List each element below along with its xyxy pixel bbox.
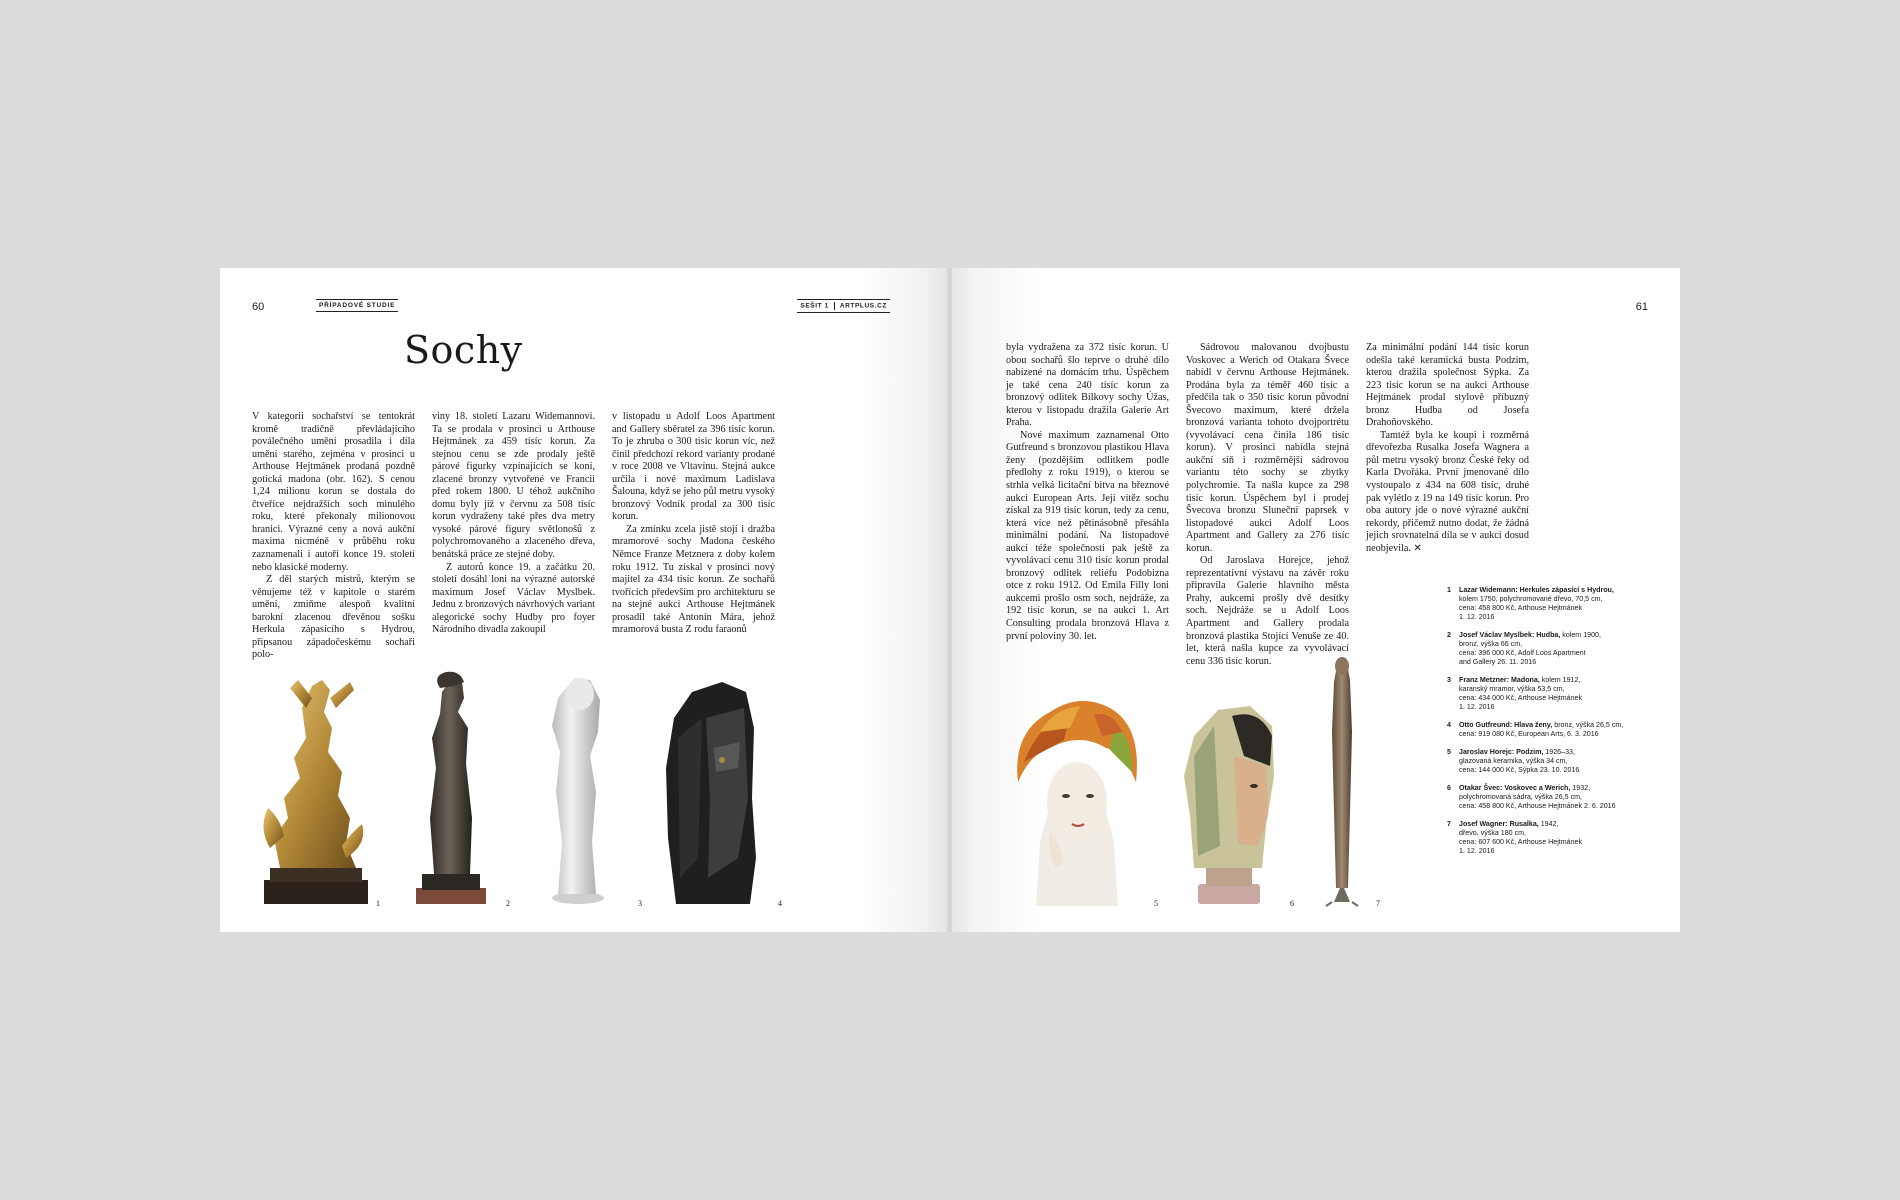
paragraph: V kategorii sochařství se tentokrát kromě tradičně převládajícího poválečného umění prosadila i díla umění starého, zejména v prosinci u Arthouse Hejtmánek prodaná pozdně gotická madona (obr. 162). S cenou 1,24 milionu korun se dostala do čtveřice nejdražších soch minulého roku, které překonaly milionovou hranici. Výrazné ceny a nová aukční maxima nicméně v průběhu roku zaznamenali i autoři konce 19. století nebo klasické moderny. bbox=[252, 411, 415, 573]
paragraph: Za zmínku zcela jistě stojí i dražba mramorové sochy Madona českého Němce Franze Metznera z doby kolem roku 1912. Tu získal v prosinci nový majitel za 434 tisíc korun. Ze sochařů tvořících především pro architekturu se na stejné aukci Arthouse Hejtmánek prosadil také Antonín Mára, jehož mramorová busta Z rodu faraonů bbox=[612, 523, 775, 636]
text-column-2 bbox=[432, 411, 595, 637]
caption-item: 6 Otakar Švec: Voskovec a Werich, 1932, polychromovaná sádra, výška 26,5 cm, cena: 458 800 Kč, Arthouse Hejtmánek 2. 6. 2016 bbox=[1447, 784, 1616, 810]
site-label: ARTPLUS.CZ bbox=[839, 302, 887, 310]
paragraph: Sádrovou malovanou dvojbustu Voskovec a Werich od Otakara Švece nabídl v červnu Arthouse Hejtmánek. Prodána byla za téměř 460 tisíc a předčila tak o 350 tisíc korun původní Švecovo maximum, které držela bronzová varianta tohoto dvojportrétu (vyvolávací cena činila 186 tisíc korun). V prosinci nabídla stejná aukční síň i rozměrnější sádrovou variantu této sochy se zbytky polychromie. Ta našla kupce za 298 tisíc korun. Úspěchem byl i prodej Švecova bronzu Sluneční paprsek v listopadové aukci Adolf Loos Apartment and Gallery za 276 tisíc korun. bbox=[1186, 342, 1349, 554]
left-page bbox=[220, 268, 948, 932]
figure-number: 5 bbox=[1154, 899, 1158, 908]
text-column-2 bbox=[1186, 342, 1349, 668]
figure-voskovec-werich-image bbox=[1174, 696, 1284, 908]
page-number: 60 bbox=[252, 301, 265, 313]
page-number: 61 bbox=[1635, 301, 1648, 313]
figure-hlava-zeny-image bbox=[658, 678, 762, 908]
figure-rusalka-image bbox=[1310, 652, 1374, 908]
caption-item: 4 Otto Gutfreund: Hlava ženy, bronz, výška 26,5 cm, cena: 919 080 Kč, European Arts, 6. 3. 2016 bbox=[1447, 721, 1624, 738]
caption-item: 7 Josef Wagner: Rusalka, 1942, dřevo, výška 180 cm, cena: 607 600 Kč, Arthouse Hejtmánek 1. 12. 2016 bbox=[1447, 820, 1583, 855]
paragraph: Nové maximum zaznamenal Otto Gutfreund s bronzovou plastikou Hlava ženy (pozdějším odlitkem podle předlohy z roku 1919), o kterou se strhla velká licitační bitva na březnové aukci European Arts. Její vítěz sochu získal za 919 tisíc korun, tedy za cenu, která více než pětinásobně přesáhla minimální podání. Na listopadové aukci téže společnosti pak ještě za vyvolávací cenu 310 tisíc korun prodal bronzový odlitek reliéfu Podobizna otce z roku 1912. Od Emila Filly loni aukcemi prošlo osm soch, nejdráže, za 192 tisíc korun, se na aukci 1. Art Consulting prodala bronzová Hlava z první poloviny 30. let. bbox=[1006, 429, 1169, 642]
figure-number: 4 bbox=[778, 899, 782, 908]
figure-madona-image bbox=[536, 672, 620, 906]
paragraph: Za minimální podání 144 tisíc korun odešla také keramická busta Podzim, kterou dražila společnost Sýpka. Za 223 tisíc korun se na aukci Arthouse Hejtmánek prodal stylově příbuzný bronz Hudba od Josefa Drahoňovského. bbox=[1366, 342, 1529, 429]
paragraph: Z autorů konce 19. a začátku 20. století dosáhl loni na výrazné autorské maximum Josef Václav Myslbek. Jednu z bronzových návrhových variant alegorické sochy Hudby pro foyer Národního divadla zakoupil bbox=[432, 561, 595, 636]
paragraph: Z děl starých mistrů, kterým se věnujeme též v kapitole o starém umění, zmiňme alespoň kvalitní barokní zlacenou dřevěnou sošku Herkula zápasícího s Hydrou, připsanou západočeskému sochaři polo- bbox=[252, 574, 415, 661]
right-page bbox=[952, 268, 1680, 932]
figure-number: 6 bbox=[1290, 899, 1294, 908]
figure-hudba-image bbox=[406, 668, 496, 908]
magazine-spread bbox=[220, 268, 1680, 932]
figure-number: 2 bbox=[506, 899, 510, 908]
text-column-3 bbox=[1366, 342, 1529, 555]
figure-number: 3 bbox=[638, 899, 642, 908]
figure-number: 7 bbox=[1376, 899, 1380, 908]
text-column-3 bbox=[612, 411, 775, 637]
caption-list bbox=[1447, 586, 1627, 865]
paragraph: v listopadu u Adolf Loos Apartment and Gallery sběratel za 396 tisíc korun. To je zhruba o 300 tisíc korun víc, než činil předchozí rekord varianty prodané v roce 2008 ve Vltavínu. Stejná aukce určila i nové maximum Ladislava Šalouna, když se jeho půl metru vysoký bronzový Vodník prodal za 300 tisíc korun. bbox=[612, 411, 775, 523]
paragraph: viny 18. století Lazaru Widemannovi. Ta se prodala v prosinci u Arthouse Hejtmánek za 459 tisíc korun. Za stejnou cenu se zde prodaly ještě párové figurky vzpínajících se koní, zlacené bronzy vytvořené ve Francii před rokem 1800. U téhož aukčního domu byly již v červnu za 508 tisíc korun vydraženy také přes dva metry vysoké párové figury světlonošů z polychromovaného a zlaceného dřeva, benátská práce ze stejné doby. bbox=[432, 411, 595, 561]
issue-tag bbox=[797, 299, 890, 313]
paragraph: Tamtéž byla ke koupi i rozměrná dřevořezba Rusalka Josefa Wagnera a půl metru vysoký bronz České řeky od Karla Dvořáka. První jmenované dílo vystoupalo z 434 na 608 tisíc, druhé pak vylétlo z 19 na 149 tisíc korun. Pro oba autory jde o nové výrazné aukční rekordy, přičemž nutno dodat, že žádná jejich srovnatelná díla se v aukci dosud neobjevila. ✕ bbox=[1366, 429, 1529, 554]
paragraph: Od Jaroslava Horejce, jehož reprezentativní výstavu na závěr roku připravila Galerie hlavního města Prahy, aukcemi prošly dvě desítky soch. Nejdráže se u Adolf Loos Apartment and Gallery prodala bronzová plastika Stojící Venuše ze 40. let, která našla kupce za vyvolávací cenu 336 tisíc korun. bbox=[1186, 555, 1349, 667]
caption-item: 2 Josef Václav Myslbek: Hudba, kolem 1900, bronz, výška 66 cm, cena: 396 000 Kč, Adolf Loos Apartment and Gallery 26. 11. 2016 bbox=[1447, 631, 1601, 666]
page-title: Sochy bbox=[404, 328, 523, 372]
figure-hercules-image bbox=[250, 668, 382, 908]
text-column-1 bbox=[1006, 342, 1169, 643]
issue-label: SEŠIT 1 bbox=[800, 302, 829, 310]
figure-podzim-image bbox=[1010, 692, 1144, 908]
paragraph: byla vydražena za 372 tisíc korun. U obou sochařů šlo teprve o druhé dílo nabízené na domácím trhu. Úspěchem je také cena 240 tisíc korun za bronzový odlitek Bílkovy sochy Úžas, kterou v listopadu dražila Galerie Art Praha. bbox=[1006, 342, 1169, 429]
caption-item: 3 Franz Metzner: Madona, kolem 1912, karanský mramor, výška 53,5 cm, cena: 434 000 Kč, Arthouse Hejtmánek 1. 12. 2016 bbox=[1447, 676, 1583, 711]
caption-item: 5 Jaroslav Horejc: Podzim, 1926–33, glazovaná keramika, výška 34 cm, cena: 144 000 Kč, Sýpka 23. 10. 2016 bbox=[1447, 748, 1580, 774]
figure-number: 1 bbox=[376, 899, 380, 908]
section-tag: PŘÍPADOVÉ STUDIE bbox=[316, 299, 398, 312]
text-column-1 bbox=[252, 411, 415, 662]
caption-item: 1 Lazar Widemann: Herkules zápasící s Hydrou, kolem 1750, polychromované dřevo, 70,5 cm, cena: 458 800 Kč, Arthouse Hejtmánek 1. 12. 2016 bbox=[1447, 586, 1614, 621]
